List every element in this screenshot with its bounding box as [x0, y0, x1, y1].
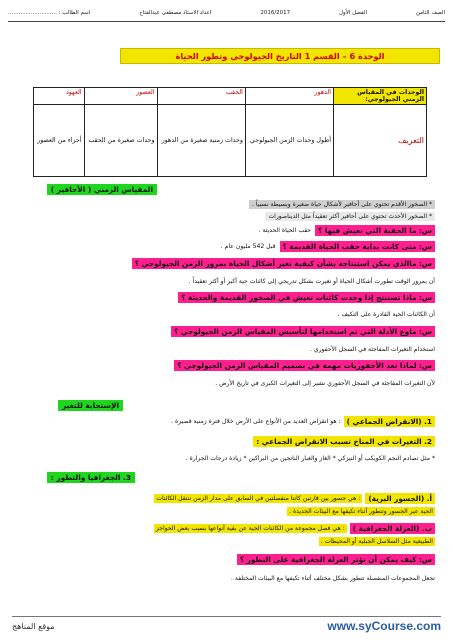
col-eons: الدهور [245, 88, 333, 105]
footer-site-arabic: موقع المناهج [12, 621, 55, 631]
grade-label: الصف الثامن [415, 10, 445, 16]
answer-6: لأن التغيرات المفاجئة في السجل الأحفوري تشير إلى التغيرات الكبرى في تاريخ الأرض . [215, 380, 435, 387]
answer-3: أن بمرور الوقت تطورت أشكال الحياة أو تغيرت بشكل تدريجي إلى كائنات حية أكبر أو أكثر تعقيداً . [188, 278, 435, 285]
section-response-head: الإستجابة للتغير [58, 400, 123, 411]
student-name-label: اسم الطالب : ............................ [8, 10, 91, 16]
term-definition: : هي جسور بين قارتين كانتا منفصلتين في السابق على مدار الزمن تنتقل الكائنات [156, 495, 361, 502]
answer-4: أن الكائنات الحية القادرة على التكيف . [337, 311, 435, 318]
section-time-scale-head: المقياس الزمني ( الأحافير ) [47, 184, 157, 195]
footer [12, 618, 441, 634]
footer-divider [12, 616, 441, 617]
answer-5: استخدام التغيرات المفاجئة في السجل الأحفوري . [309, 346, 435, 353]
def-epochs: أجزاء من العصور [34, 105, 85, 177]
term-land-bridges: أ. (الجسور البرية) [365, 493, 435, 504]
col-periods: العصور [84, 88, 157, 105]
footer-site-url[interactable]: www.syCourse.com [327, 619, 441, 633]
answer-text: حقب الحياة الحديثة . [258, 227, 312, 234]
question-5: س: ماوع الأدلة التي تم استخدامها لتأسيس المقياس الزمن الجيولوجي ؟ [171, 326, 435, 337]
question-2 [221, 241, 435, 252]
table-row-head: الوحدات في المقياس الزمني الجيولوجي: [334, 88, 427, 105]
land-bridges-def-cont: الحية عبر الجسور وتتطور أثناء تكيفها مع البيئات الجديدة . [289, 508, 433, 515]
answer-isolation: تجعل المجموعات المنفصلة تتطور بشكل مختلف أثناء تكيفها مع البيئات المختلفة . [231, 575, 435, 582]
climate-change-subhead: 2. التغيرات في المناخ تسبب الانقراض الجماعي : [253, 436, 435, 447]
teacher-label: اعداد الاستاذ مصطفى عبدالفتاح [139, 10, 212, 16]
geologic-units-table [33, 87, 427, 177]
header-divider [8, 21, 445, 22]
answer-text: قبل 542 مليون عام . [220, 243, 276, 250]
question-6: س: لماذا تعد الأحفوريات مهمة في تصميم المقياس الزمن الجيولوجي ؟ [174, 360, 435, 371]
land-bridges-def [154, 493, 435, 504]
bullet-older-rocks: * الصخور الأقدم تحتوي على أحافير لأشكال حياة صغيرة وبسيطة نسبياً . [249, 200, 435, 209]
document-header [8, 6, 445, 20]
page-title: الوحدة 6 – القسم 1 التاريخ الجيولوجي وتطور الحياة [120, 48, 440, 64]
question-3: س: ماالذي يمكن استنتاجه بشأن كيفية تغير أشكال الحياة بمرور الزمن الجيولوجي ؟ [132, 258, 435, 269]
col-epochs: العهود [34, 88, 85, 105]
definition-label: التعريف [334, 105, 427, 177]
geo-isolation-def-cont: الطبيعية مثل السلاسل الجبلية أو المحيطات . [320, 538, 433, 545]
section-geography-head: 3. الجغرافيا والتطور : [47, 472, 135, 483]
term-mass-extinction: 1. (الانقراض الجماعي ) [344, 416, 435, 427]
mass-extinction-def [171, 416, 435, 427]
question-isolation: س: كيف يمكن أن تؤثر العزلة الجغرافية على التطور ؟ [237, 554, 435, 565]
term-definition: : هو انقراض العديد من الأنواع على الأرض خلال فترة زمنية قصيرة . [171, 418, 341, 425]
def-periods: وحدات صغيرة من الحقب [84, 105, 157, 177]
def-eras: وحدات زمنية صغيرة من الدهور [157, 105, 245, 177]
def-eons: أطول وحدات الزمن الجيولوجي [245, 105, 333, 177]
term-geo-isolation: ب. (العزلة الجغرافية ) [350, 523, 435, 534]
climate-examples: * مثل تصادم النجم الكويكب أو النيزكي * الغاز والغبار الناتجين من البراكين * زيادة درجات الحرارة . [185, 455, 435, 462]
semester-label: الفصل الأول [339, 10, 368, 16]
year-label: 2016/2017 [260, 10, 291, 16]
question-1 [259, 225, 435, 236]
question-text: س: متى كانت بداية حقب الحياة القديمة ؟ [280, 241, 435, 252]
question-4: س: ماذا تستنتج إذا وجدت كائنات تعيش في الصخور القديمة والحديثة ؟ [178, 292, 435, 303]
bullet-newer-rocks: * الصخور الأحدث تحتوي على أحافير أكثر تعقيداً مثل الديناصورات [265, 212, 435, 221]
term-definition: : هي فصل مجموعة من الكائنات الحية عن بقية أنواعها بسبب بعض الحواجز [155, 525, 345, 532]
col-eras: الحقب [157, 88, 245, 105]
geo-isolation-def [154, 523, 435, 534]
question-text: س: ما الحقبة التي نعيش فيها ؟ [315, 225, 435, 236]
